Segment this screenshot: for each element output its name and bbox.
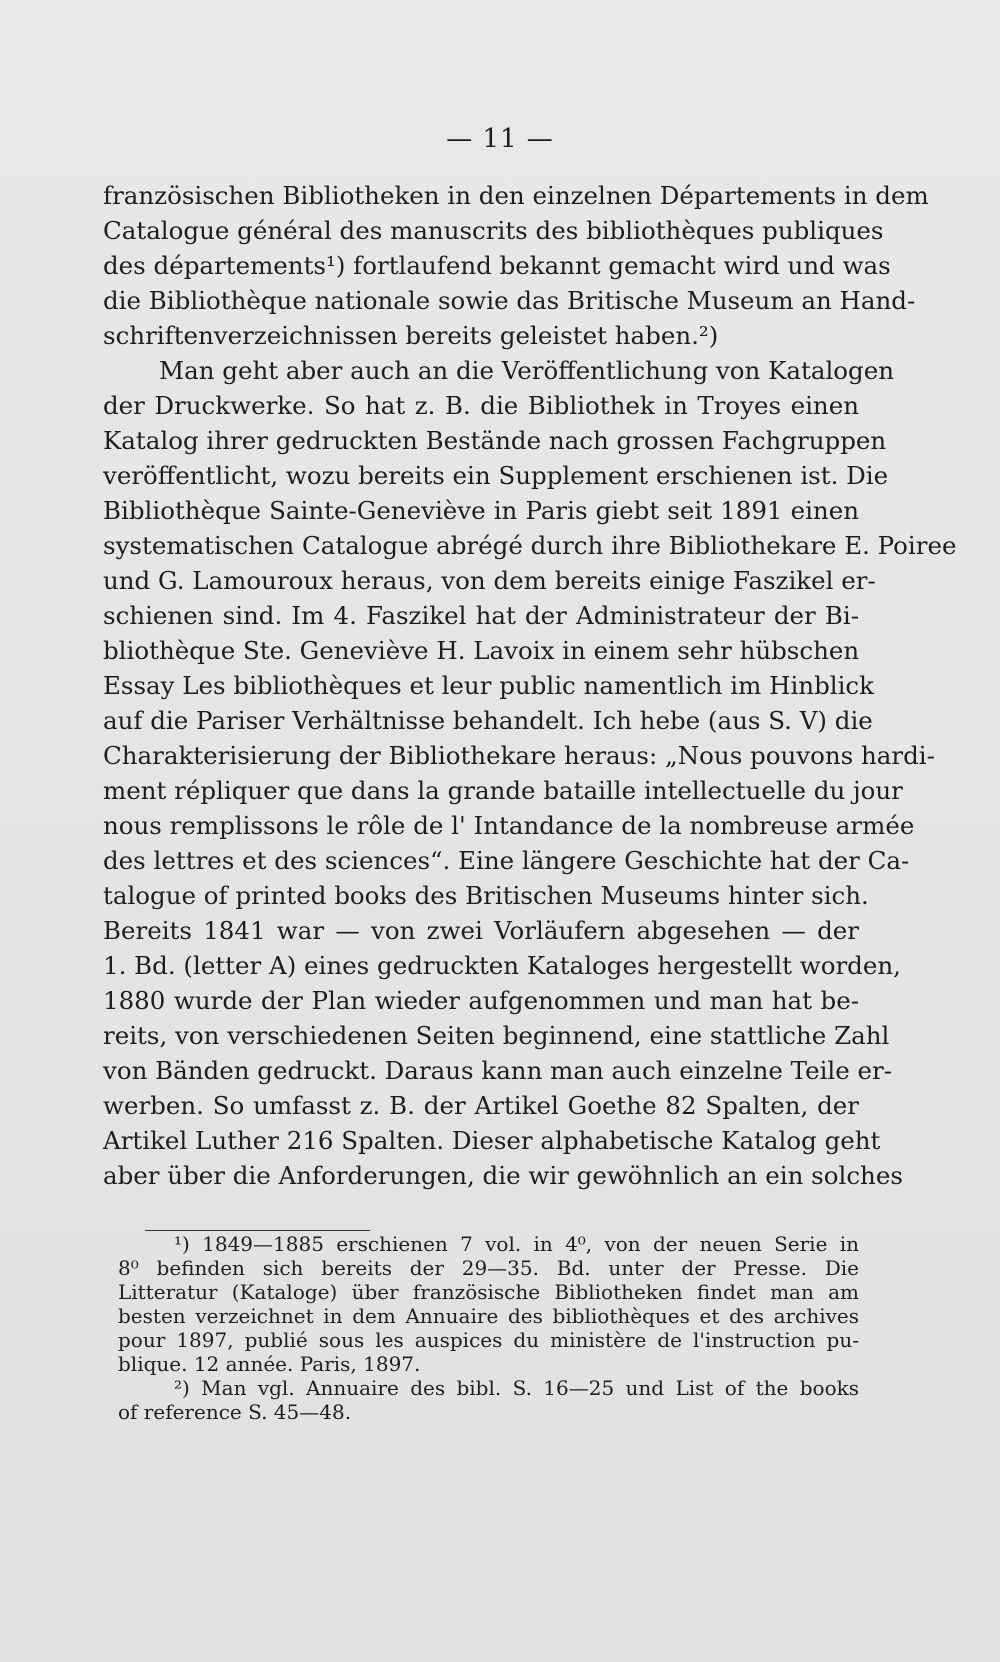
- text-line: die Bibliothèque nationale sowie das Britische Museum an Hand-: [103, 286, 916, 315]
- text-line: Catalogue général des manuscrits des bibliothèques publiques: [103, 216, 884, 245]
- text-line: 1. Bd. (letter A) eines gedruckten Kataloges hergestellt worden,: [103, 951, 901, 980]
- text-line: schienen sind. Im 4. Faszikel hat der Administrateur der Bi-: [103, 601, 859, 630]
- text-line: und G. Lamouroux heraus, von dem bereits einige Faszikel er-: [103, 566, 876, 595]
- text-line: des lettres et des sciences“. Eine längere Geschichte hat der Ca-: [103, 846, 910, 875]
- text-line: talogue of printed books des Britischen Museums hinter sich.: [103, 881, 869, 910]
- footnote-line: of reference S. 45—48.: [118, 1400, 352, 1424]
- text-line: ment répliquer que dans la grande bataille intellectuelle du jour: [103, 776, 903, 805]
- text-line: systematischen Catalogue abrégé durch ihre Bibliothekare E. Poiree: [103, 531, 957, 560]
- text-line: Man geht aber auch an die Veröffentlichung von Katalogen: [159, 356, 894, 385]
- page-number: — 11 —: [446, 124, 554, 154]
- footnote-line: ¹) 1849—1885 erschienen 7 vol. in 4⁰, von der neuen Serie in: [174, 1232, 859, 1256]
- text-line: auf die Pariser Verhältnisse behandelt. Ich hebe (aus S. V) die: [103, 706, 873, 735]
- text-line: werben. So umfasst z. B. der Artikel Goethe 82 Spalten, der: [103, 1091, 859, 1120]
- text-line: schriftenverzeichnissen bereits geleistet haben.²): [103, 321, 719, 350]
- text-line: Charakterisierung der Bibliothekare heraus: „Nous pouvons hardi-: [103, 741, 935, 770]
- text-line: von Bänden gedruckt. Daraus kann man auch einzelne Teile er-: [103, 1056, 893, 1085]
- text-line: Katalog ihrer gedruckten Bestände nach grossen Fachgruppen: [103, 426, 887, 455]
- text-line: nous remplissons le rôle de l' Intandance de la nombreuse armée: [103, 811, 915, 840]
- footnotes: [118, 1232, 859, 1424]
- footnote-line: Litteratur (Kataloge) über französische Bibliotheken findet man am: [118, 1280, 859, 1304]
- footnote-line: ²) Man vgl. Annuaire des bibl. S. 16—25 und List of the books: [174, 1376, 859, 1400]
- text-line: Artikel Luther 216 Spalten. Dieser alphabetische Katalog geht: [103, 1126, 881, 1155]
- text-line: des départements¹) fortlaufend bekannt gemacht wird und was: [103, 251, 891, 280]
- footnote-divider: [145, 1230, 370, 1231]
- text-line: Bibliothèque Sainte-Geneviève in Paris giebt seit 1891 einen: [103, 496, 859, 525]
- text-line: 1880 wurde der Plan wieder aufgenommen und man hat be-: [103, 986, 859, 1015]
- text-line: französischen Bibliotheken in den einzelnen Départements in dem: [103, 181, 929, 210]
- footnote-line: besten verzeichnet in dem Annuaire des bibliothèques et des archives: [118, 1304, 859, 1328]
- text-line: Bereits 1841 war — von zwei Vorläufern abgesehen — der: [103, 916, 859, 945]
- body-text: [103, 178, 957, 1193]
- text-line: bliothèque Ste. Geneviève H. Lavoix in einem sehr hübschen: [103, 636, 860, 665]
- text-line: aber über die Anforderungen, die wir gewöhnlich an ein solches: [103, 1161, 903, 1190]
- text-line: reits, von verschiedenen Seiten beginnend, eine stattliche Zahl: [103, 1021, 890, 1050]
- text-line: veröffentlicht, wozu bereits ein Supplement erschienen ist. Die: [103, 461, 889, 490]
- footnote-line: blique. 12 année. Paris, 1897.: [118, 1352, 421, 1376]
- footnote-line: pour 1897, publié sous les auspices du ministère de l'instruction pu-: [118, 1328, 859, 1352]
- text-line: der Druckwerke. So hat z. B. die Bibliothek in Troyes einen: [103, 391, 859, 420]
- text-line: Essay Les bibliothèques et leur public namentlich im Hinblick: [103, 671, 874, 700]
- footnote-line: 8⁰ befinden sich bereits der 29—35. Bd. unter der Presse. Die: [118, 1256, 859, 1280]
